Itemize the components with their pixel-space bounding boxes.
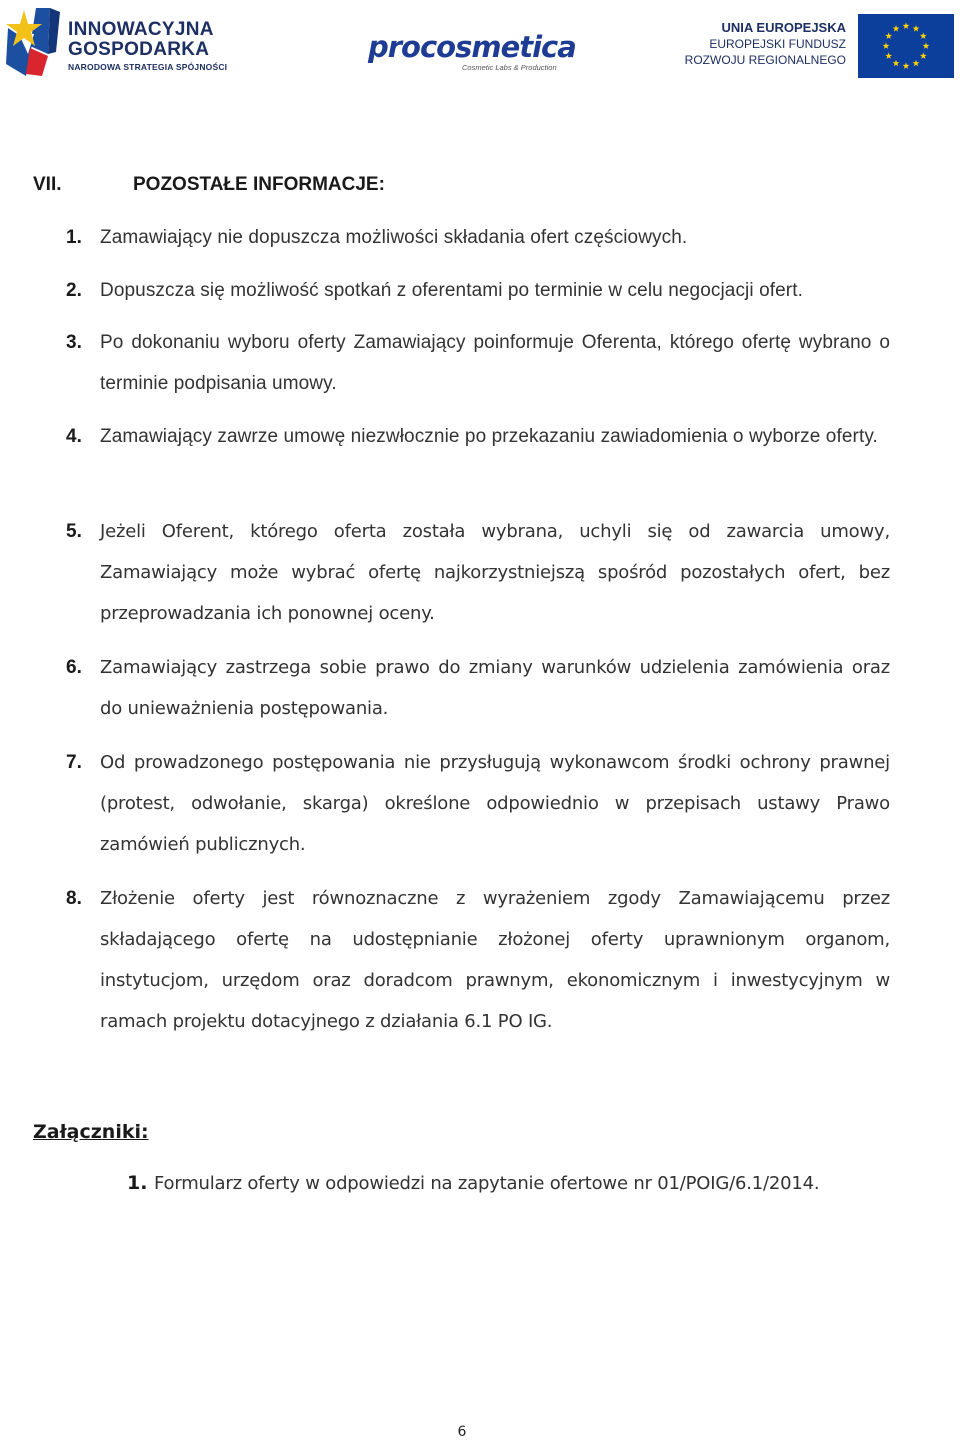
list-item-text: Po dokonaniu wyboru oferty Zamawiający poinformuje Oferenta, którego ofertę wybrano o terminie podpisania umowy.: [100, 332, 890, 394]
list-item-text: Złożenie oferty jest równoznaczne z wyrażeniem zgody Zamawiającemu przez składającego ofertę na udostępnianie złożonej oferty uprawnionym organom, instytucjom, urzędom oraz doradcom prawnym, ekonomicznym i inwestycyjnym w ramach projektu dotacyjnego z działania 6.1 PO IG.: [100, 888, 890, 1032]
list-item-number: 5.: [66, 521, 82, 542]
innowacyjna-gospodarka-logo: [6, 6, 246, 80]
list-item-text: Zamawiający zastrzega sobie prawo do zmiany warunków udzielenia zamówienia oraz do unieważnienia postępowania.: [100, 657, 890, 719]
procosmetica-logo-name: procosmetica: [368, 30, 576, 64]
list-item-number: 4.: [66, 426, 82, 447]
list-item-text: Jeżeli Oferent, którego oferta została wybrana, uchyli się od zawarcia umowy, Zamawiający może wybrać ofertę najkorzystniejszą spośród pozostałych ofert, bez przeprowadzania ich ponownej oceny.: [100, 521, 890, 624]
section-title: POZOSTAŁE INFORMACJE:: [133, 174, 385, 195]
list-item-text: Zamawiający nie dopuszcza możliwości składania ofert częściowych.: [100, 227, 688, 248]
attachment-text: Formularz oferty w odpowiedzi na zapytanie ofertowe nr 01/POIG/6.1/2014.: [154, 1173, 820, 1194]
eu-logo-line2: EUROPEJSKI FUNDUSZ: [709, 37, 846, 51]
list-item-number: 2.: [66, 280, 82, 301]
list-item-number: 3.: [66, 332, 82, 353]
list-item-text: Dopuszcza się możliwość spotkań z oferentami po terminie w celu negocjacji ofert.: [100, 280, 803, 301]
eu-logo: [680, 14, 954, 80]
attachments-heading: Załączniki:: [33, 1121, 149, 1143]
page-number: 6: [457, 1424, 467, 1440]
eu-flag-icon: [858, 14, 954, 78]
list-item-number: 1.: [66, 227, 82, 248]
procosmetica-logo-tagline: Cosmetic Labs & Production: [462, 63, 557, 72]
ig-logo-line1: INNOWACYJNA: [68, 19, 214, 40]
list-item-text: Od prowadzonego postępowania nie przysługują wykonawcom środki ochrony prawnej (protest, odwołanie, skarga) określone odpowiednio w przepisach ustawy Prawo zamówień publicznych.: [100, 752, 890, 855]
attachment-number: 1.: [127, 1172, 148, 1194]
section-number: VII.: [33, 174, 62, 195]
ig-logo-line2: GOSPODARKA: [68, 39, 210, 60]
list-item-number: 8.: [66, 888, 82, 909]
list-item-number: 7.: [66, 752, 82, 773]
ig-logo-line3: NARODOWA STRATEGIA SPÓJNOŚCI: [68, 62, 228, 72]
eu-logo-line3: ROZWOJU REGIONALNEGO: [684, 53, 846, 67]
procosmetica-logo: [366, 30, 576, 76]
list-item-number: 6.: [66, 657, 82, 678]
ig-emblem-icon: [6, 6, 60, 78]
list-item-text: Zamawiający zawrze umowę niezwłocznie po przekazaniu zawiadomienia o wyborze oferty.: [100, 426, 878, 447]
eu-logo-line1: UNIA EUROPEJSKA: [721, 20, 846, 35]
section-heading: [33, 174, 385, 196]
